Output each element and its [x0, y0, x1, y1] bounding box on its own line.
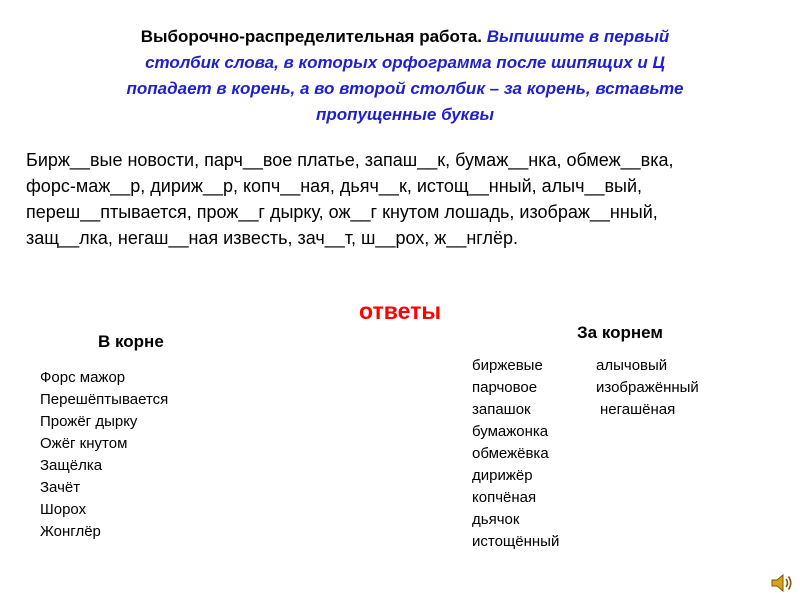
speaker-icon[interactable]: [770, 572, 794, 594]
task-instruction-1: Выпишите в первый: [486, 27, 670, 46]
task-text: [60, 24, 750, 128]
list-item: изображённый: [596, 379, 699, 396]
exercise-line: форс-маж__р, дириж__р, копч__ная, дьяч__к, истощ__нный, алыч__вый,: [26, 176, 643, 196]
list-item: запашок: [472, 401, 531, 418]
exercise-text: [26, 147, 786, 251]
list-item: Зачёт: [40, 479, 81, 496]
after-root-word-list-right: [596, 355, 699, 421]
list-item: обмежёвка: [472, 445, 549, 462]
exercise-line: защ__лка, негаш__ная известь, зач__т, ш__рох, ж__нглёр.: [26, 228, 518, 248]
exercise-line: переш__птывается, прож__г дырку, ож__г кнутом лошадь, изображ__нный,: [26, 202, 658, 222]
list-item: Ожёг кнутом: [40, 435, 128, 452]
answers-title: ответы: [359, 298, 441, 324]
after-root-column-heading: За корнем: [577, 323, 663, 342]
exercise-line: Бирж__вые новости, парч__вое платье, запаш__к, бумаж__нка, обмеж__вка,: [26, 150, 674, 170]
task-instruction-2: столбик слова, в которых орфограмма после шипящих и Ц: [145, 53, 665, 72]
list-item: Шорох: [40, 501, 87, 518]
list-item: дирижёр: [472, 467, 533, 484]
task-instruction-3: попадает в корень, а во второй столбик – за корень, вставьте: [126, 79, 684, 98]
list-item: истощённый: [472, 533, 560, 550]
task-instruction-4: пропущенные буквы: [315, 105, 495, 124]
list-item: негашёная: [600, 401, 676, 418]
list-item: копчёная: [472, 489, 537, 506]
list-item: Форс мажор: [40, 369, 126, 386]
list-item: Перешёптывается: [40, 391, 169, 408]
task-line-1: [60, 24, 750, 50]
task-lead: Выборочно-распределительная работа.: [140, 27, 483, 46]
list-item: парчовое: [472, 379, 538, 396]
root-word-list: [40, 367, 168, 543]
list-item: бумажонка: [472, 423, 549, 440]
list-item: Жонглёр: [40, 523, 101, 540]
after-root-word-list-left: [472, 355, 559, 553]
list-item: дьячок: [472, 511, 520, 528]
list-item: алычовый: [596, 357, 668, 374]
list-item: Прожёг дырку: [40, 413, 138, 430]
root-column-heading: В корне: [98, 332, 164, 351]
list-item: биржевые: [472, 357, 543, 374]
list-item: Защёлка: [40, 457, 103, 474]
